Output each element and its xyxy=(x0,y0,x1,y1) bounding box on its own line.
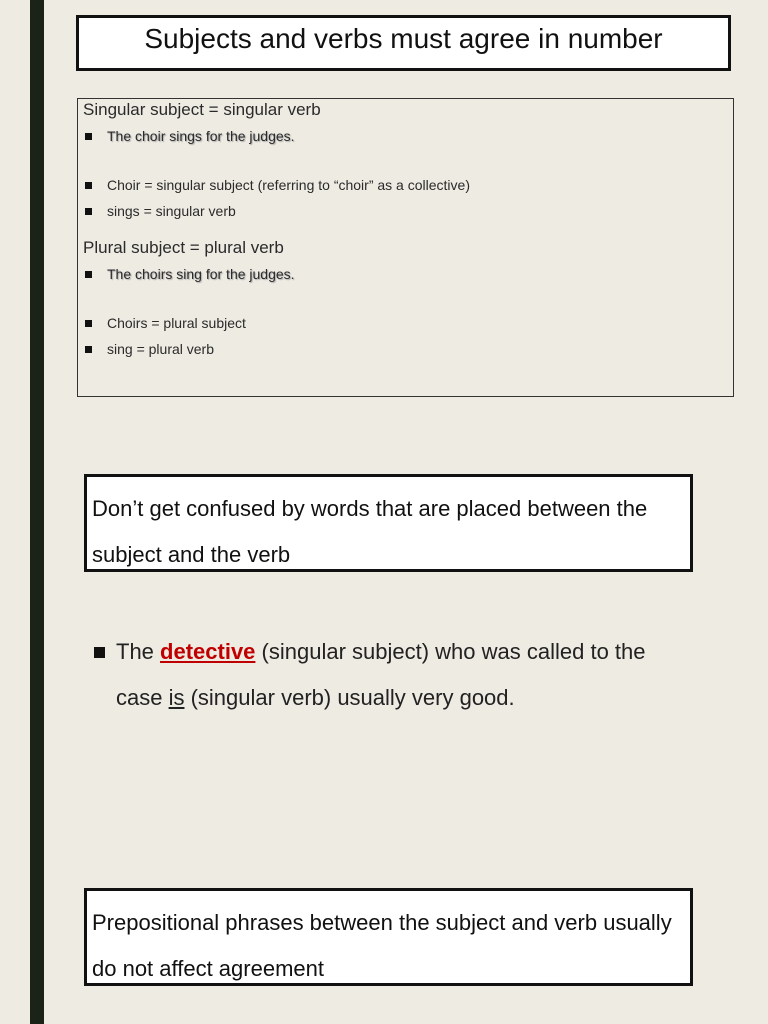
page-title: Subjects and verbs must agree in number xyxy=(144,23,663,54)
square-bullet-icon xyxy=(94,647,105,658)
sentence-part: (singular subject) who was called to the case xyxy=(116,639,646,710)
square-bullet-icon xyxy=(85,182,92,189)
list-item xyxy=(83,340,728,358)
detective-example-text xyxy=(92,629,692,721)
plural-heading: Plural subject = plural verb xyxy=(83,238,284,257)
plural-note: Choirs = plural subject xyxy=(107,315,246,331)
singular-note: Choir = singular subject (referring to “choir” as a collective) xyxy=(107,177,470,193)
list-item xyxy=(83,202,728,220)
sentence-part: The xyxy=(116,639,161,664)
highlighted-subject: detective xyxy=(160,639,256,664)
detective-example xyxy=(92,629,692,721)
list-item xyxy=(83,176,728,194)
list-item xyxy=(83,127,728,145)
examples-box xyxy=(77,98,734,397)
singular-sentence: The choir sings for the judges. xyxy=(107,128,295,144)
singular-list xyxy=(83,127,728,220)
singular-note: sings = singular verb xyxy=(107,203,236,219)
plural-sentence: The choirs sing for the judges. xyxy=(107,266,295,282)
plural-list xyxy=(83,265,728,358)
square-bullet-icon xyxy=(85,320,92,327)
callout-confusing-words: Don’t get confused by words that are placed between the subject and the verb xyxy=(84,474,693,572)
square-bullet-icon xyxy=(85,133,92,140)
list-item xyxy=(83,314,728,332)
square-bullet-icon xyxy=(85,271,92,278)
left-accent-bar xyxy=(30,0,44,1024)
callout-prepositional-phrases: Prepositional phrases between the subject and verb usually do not affect agreement xyxy=(84,888,693,986)
singular-heading: Singular subject = singular verb xyxy=(83,100,321,119)
square-bullet-icon xyxy=(85,208,92,215)
underlined-verb: is xyxy=(168,685,185,710)
square-bullet-icon xyxy=(85,346,92,353)
plural-note: sing = plural verb xyxy=(107,341,215,357)
title-box xyxy=(76,15,731,71)
sentence-part: (singular verb) usually very good. xyxy=(184,685,515,710)
list-item xyxy=(83,265,728,283)
